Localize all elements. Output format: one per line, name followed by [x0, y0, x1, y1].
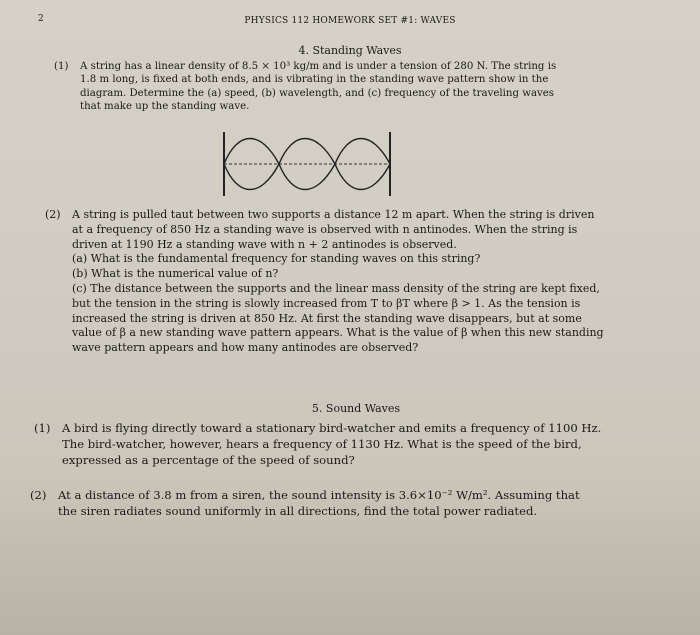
- problem-line: diagram. Determine the (a) speed, (b) wavelength, and (c) frequency of the traveling waves: [80, 87, 555, 99]
- problem-line: but the tension in the string is slowly increased from T to βT where β > 1. As the tension is: [72, 296, 581, 310]
- problem-line: that make up the standing wave.: [80, 101, 250, 113]
- problem-line: At a distance of 3.8 m from a siren, the sound intensity is 3.6×10⁻² W/m². Assuming that: [58, 488, 580, 502]
- problem-line: (c) The distance between the supports and the linear mass density of the string are kept fixed,: [72, 281, 600, 295]
- problem-line: expressed as a percentage of the speed of sound?: [62, 453, 355, 467]
- problem-line: (b) What is the numerical value of n?: [72, 267, 279, 281]
- problem-line: driven at 1190 Hz a standing wave with n + 2 antinodes is observed.: [72, 237, 457, 251]
- problem-4-2: [45, 208, 652, 356]
- page-number: 2: [38, 14, 44, 24]
- problem-line: at a frequency of 850 Hz a standing wave is observed with n antinodes. When the string is: [72, 222, 578, 236]
- problem-line: (a) What is the fundamental frequency for standing waves on this string?: [72, 252, 481, 266]
- problem-5-2: [30, 487, 678, 519]
- problem-number: (2): [45, 208, 61, 221]
- problem-line: the siren radiates sound uniformly in all directions, find the total power radiated.: [58, 504, 538, 518]
- problem-4-1: [54, 60, 620, 114]
- wave-lower: [224, 164, 390, 190]
- page-header: PHYSICS 112 HOMEWORK SET #1: WAVES: [244, 16, 456, 26]
- problem-number: (1): [34, 421, 51, 435]
- problem-line: A string is pulled taut between two supports a distance 12 m apart. When the string is driven: [72, 208, 595, 221]
- problem-line: value of β a new standing wave pattern appears. What is the value of β when this new standing: [72, 326, 604, 340]
- section-title-standing-waves: 4. Standing Waves: [298, 44, 402, 57]
- problem-number: (2): [30, 488, 47, 502]
- standing-wave-diagram: [222, 126, 392, 202]
- problem-line: A string has a linear density of 8.5 × 10³ kg/m and is under a tension of 280 N. The string is: [80, 61, 557, 72]
- wave-upper: [224, 139, 390, 165]
- problem-line: 1.8 m long, is fixed at both ends, and is vibrating in the standing wave pattern show in the: [80, 74, 549, 86]
- problem-line: wave pattern appears and how many antinodes are observed?: [72, 341, 419, 355]
- problem-line: increased the string is driven at 850 Hz. At first the standing wave disappears, but at some: [72, 311, 582, 325]
- problem-5-1: [34, 420, 672, 468]
- problem-line: A bird is flying directly toward a stationary bird-watcher and emits a frequency of 1100 Hz.: [62, 421, 602, 435]
- problem-line: The bird-watcher, however, hears a frequency of 1130 Hz. What is the speed of the bird,: [62, 437, 582, 451]
- problem-number: (1): [54, 61, 69, 72]
- section-title-sound-waves: 5. Sound Waves: [311, 402, 401, 415]
